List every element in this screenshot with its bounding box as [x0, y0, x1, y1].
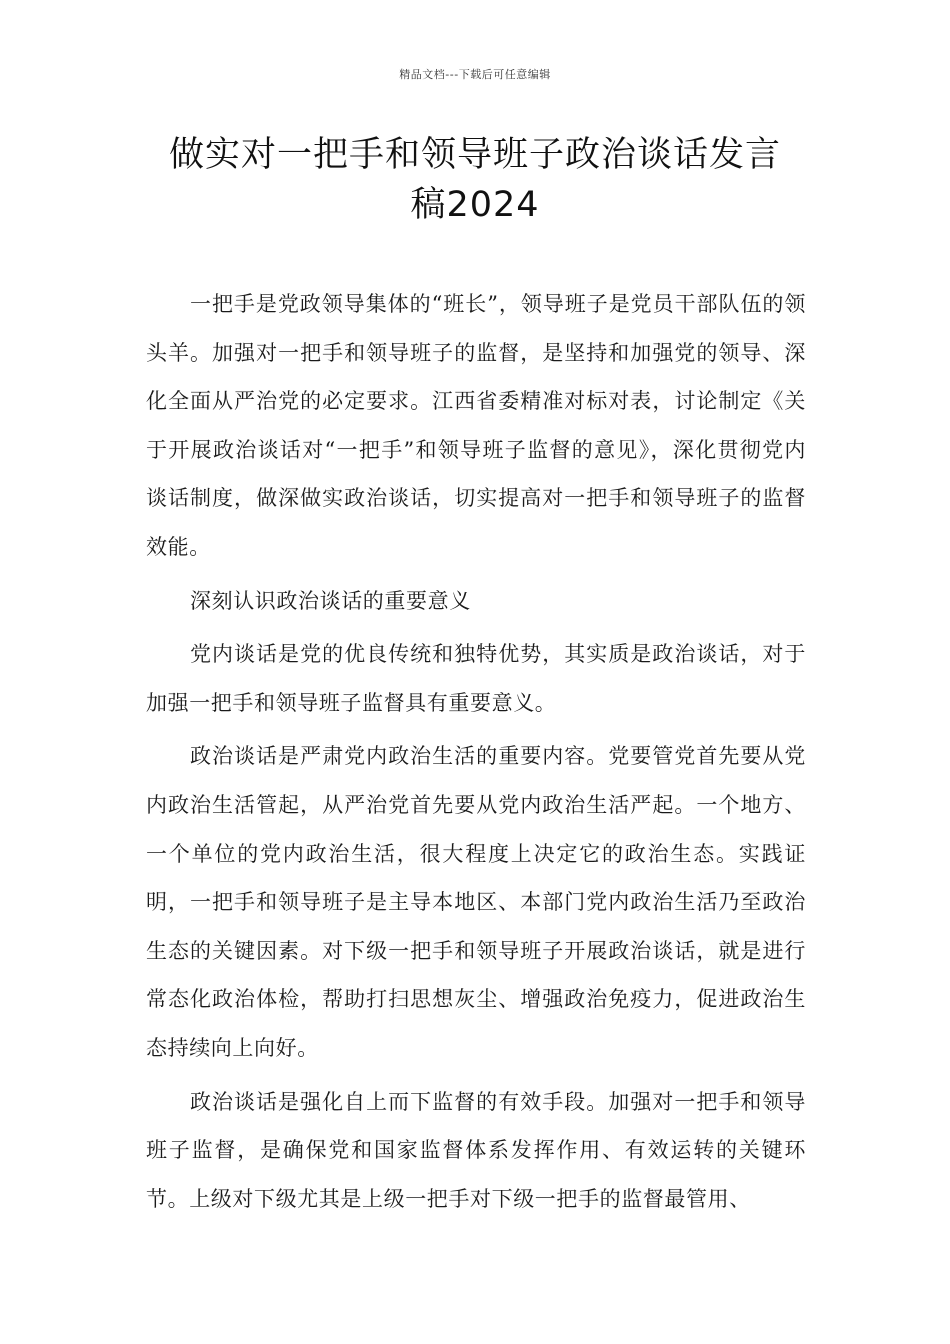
paragraph: 党内谈话是党的优良传统和独特优势，其实质是政治谈话，对于加强一把手和领导班子监督具有重要意义。 [146, 642, 806, 715]
section-heading: 深刻认识政治谈话的重要意义 [190, 588, 471, 613]
title-line-1: 做实对一把手和领导班子政治谈话发言 [168, 135, 781, 175]
paragraph: 政治谈话是严肃党内政治生活的重要内容。党要管党首先要从党内政治生活管起，从严治党首先要从党内政治生活严起。一个地方、一个单位的党内政治生活，很大程度上决定它的政治生态。实践证明，一把手和领导班子是主导本地区、本部门党内政治生活乃至政治生态的关键因素。对下级一把手和领导班子开展政治谈话，就是进行常态化政治体检，帮助打扫思想灰尘、增强政治免疫力，促进政治生态持续向上向好。 [146, 744, 806, 1060]
paragraph-intro: 一把手是党政领导集体的“班长”，领导班子是党员干部队伍的领头羊。加强对一把手和领导班子的监督，是坚持和加强党的领导、深化全面从严治党的必定要求。江西省委精准对标对表，讨论制定《关于开展政治谈话对“一把手”和领导班子监督的意见》，深化贯彻党内谈话制度，做深做实政治谈话，切实提高对一把手和领导班子的监督效能。 [146, 292, 806, 559]
title-line-2: 稿2024 [410, 185, 540, 225]
document-body [146, 280, 806, 1228]
header-note: 精品文档---下载后可任意编辑 [399, 68, 551, 81]
paragraph: 政治谈话是强化自上而下监督的有效手段。加强对一把手和领导班子监督，是确保党和国家监督体系发挥作用、有效运转的关键环节。上级对下级尤其是上级一把手对下级一把手的监督最管用、 [146, 1089, 806, 1211]
document-title [140, 130, 810, 230]
